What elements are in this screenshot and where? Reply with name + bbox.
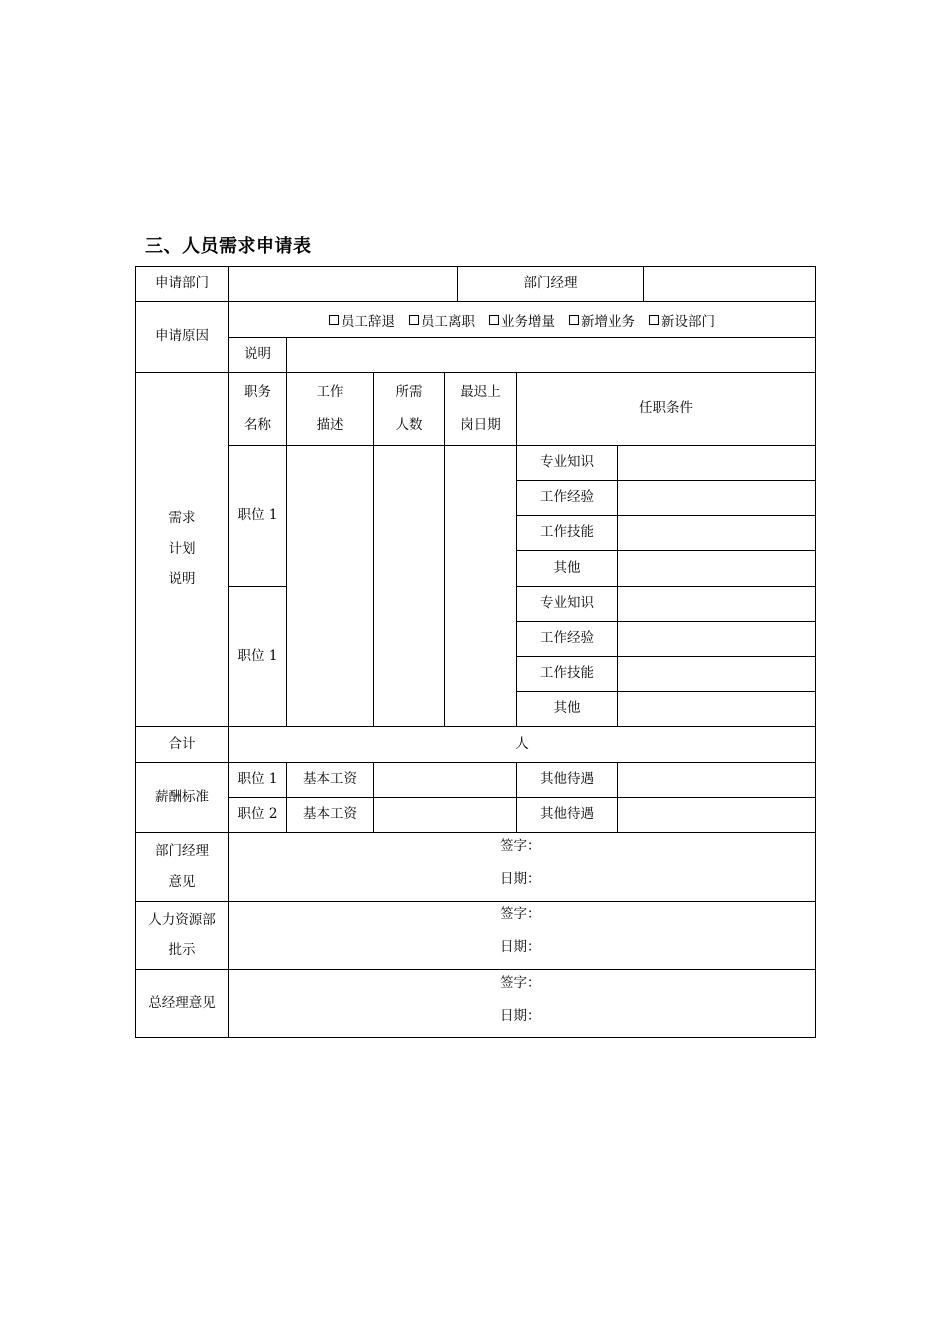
condition-field[interactable]	[618, 692, 815, 726]
headcount-field[interactable]	[374, 446, 444, 726]
reason-option[interactable]: 业务增量	[489, 310, 555, 330]
condition-label: 其他	[553, 559, 581, 576]
condition-label: 工作经验	[540, 630, 594, 647]
dept-manager-opinion-label: 部门经理 意见	[155, 843, 209, 890]
sign-label: 签字：	[500, 838, 541, 854]
hr-approval-field[interactable]	[229, 902, 815, 969]
date-label: 日期：	[500, 939, 541, 955]
salary-label: 薪酬标准	[155, 788, 209, 805]
start-date-field[interactable]	[445, 446, 516, 726]
hr-approval-label: 人力资源部 批示	[148, 911, 216, 958]
condition-field[interactable]	[618, 622, 815, 656]
condition-label: 工作经验	[540, 489, 594, 506]
header-headcount: 所需 人数	[395, 384, 423, 433]
grid-line	[815, 266, 816, 1038]
apply-dept-label: 申请部门	[155, 275, 209, 292]
condition-label: 工作技能	[540, 524, 594, 541]
base-salary-label: 基本工资	[303, 806, 357, 823]
condition-field[interactable]	[618, 446, 815, 480]
other-benefits-field[interactable]	[618, 763, 815, 797]
base-salary-field[interactable]	[374, 798, 516, 832]
condition-label: 专业知识	[540, 454, 594, 471]
reason-option[interactable]: 新增业务	[569, 310, 635, 330]
reason-option[interactable]: 新设部门	[649, 310, 715, 330]
plan-label: 需求 计划 说明	[168, 510, 196, 588]
dept-manager-field[interactable]	[644, 267, 815, 301]
total-unit: 人	[515, 735, 529, 752]
checkbox-icon[interactable]	[569, 315, 579, 325]
reason-option[interactable]: 员工离职	[409, 310, 475, 330]
condition-field[interactable]	[618, 657, 815, 691]
checkbox-icon[interactable]	[489, 315, 499, 325]
salary-position-1: 职位 1	[237, 771, 278, 788]
condition-field[interactable]	[618, 551, 815, 586]
position-1-name: 职位 1	[237, 507, 278, 524]
base-salary-label: 基本工资	[303, 771, 357, 788]
sign-label: 签字：	[500, 975, 541, 991]
condition-field[interactable]	[618, 587, 815, 621]
condition-label: 专业知识	[540, 595, 594, 612]
checkbox-icon[interactable]	[329, 315, 339, 325]
header-requirements: 任职条件	[639, 400, 693, 417]
checkbox-icon[interactable]	[409, 315, 419, 325]
apply-reason-label: 申请原因	[155, 328, 209, 345]
job-desc-field[interactable]	[287, 446, 373, 726]
reason-note-field[interactable]	[287, 338, 815, 372]
other-benefits-field[interactable]	[618, 798, 815, 832]
gm-opinion-field[interactable]	[229, 970, 815, 1037]
gm-opinion-label: 总经理意见	[148, 994, 216, 1011]
checkbox-icon[interactable]	[649, 315, 659, 325]
date-label: 日期：	[500, 1008, 541, 1024]
condition-field[interactable]	[618, 516, 815, 550]
header-job-desc: 工作 描述	[316, 384, 344, 433]
header-latest-start-date: 最迟上 岗日期	[460, 384, 501, 433]
grid-line	[135, 1037, 816, 1038]
condition-label: 工作技能	[540, 665, 594, 682]
position-2-name: 职位 1	[237, 647, 278, 664]
condition-field[interactable]	[618, 481, 815, 515]
reason-option[interactable]: 员工辞退	[329, 310, 395, 330]
base-salary-field[interactable]	[374, 763, 516, 797]
sign-label: 签字：	[500, 906, 541, 922]
condition-label: 其他	[553, 700, 581, 717]
other-benefits-label: 其他待遇	[540, 806, 594, 823]
reason-options	[229, 302, 815, 337]
header-position-name: 职务 名称	[244, 384, 271, 433]
dept-manager-opinion-field[interactable]	[229, 833, 815, 901]
other-benefits-label: 其他待遇	[540, 771, 594, 788]
form-title: 三、人员需求申请表	[145, 236, 312, 257]
total-label: 合计	[168, 735, 196, 752]
salary-position-2: 职位 2	[237, 806, 278, 823]
date-label: 日期：	[500, 871, 541, 887]
reason-note-label: 说明	[244, 346, 271, 363]
dept-manager-label: 部门经理	[523, 275, 578, 292]
apply-dept-field[interactable]	[229, 267, 457, 301]
